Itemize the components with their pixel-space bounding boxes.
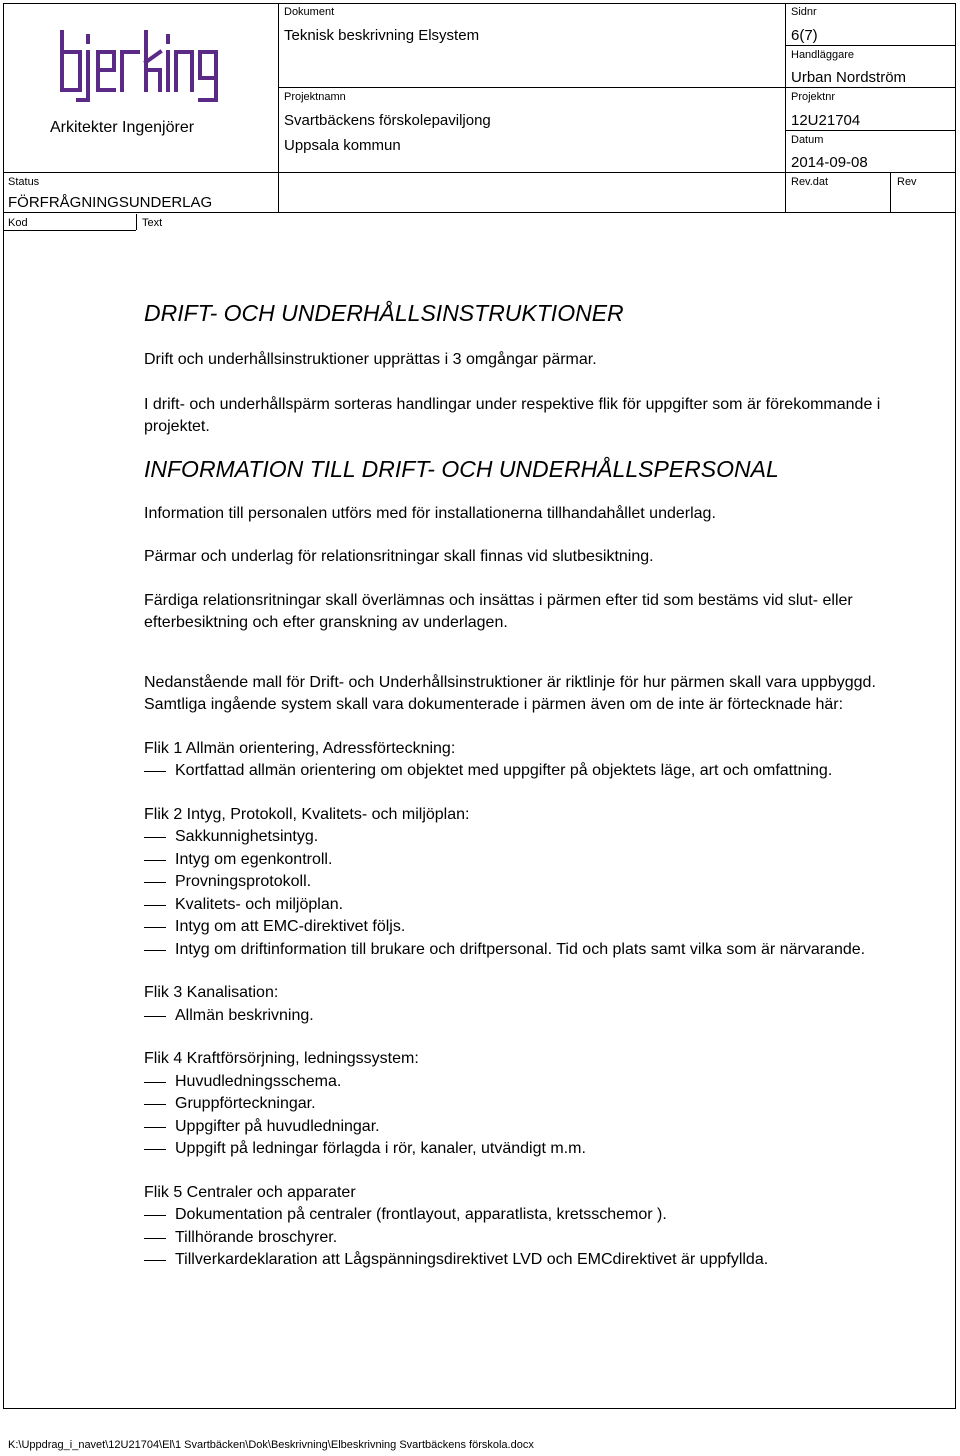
paragraph-6: Nedanstående mall för Drift- och Underhållsinstruktioner är riktlinje för hur pärmen skall vara uppbyggd. Samtliga ingående system skall vara dokumenterade i pärmen även om de inte är förtecknade här: <box>144 673 876 713</box>
heading-drift-underhall: DRIFT- OCH UNDERHÅLLSINSTRUKTIONER <box>144 300 624 326</box>
document-body <box>144 298 914 1272</box>
dash-bullet <box>144 826 175 849</box>
list-item: Gruppförteckningar. <box>144 1093 914 1116</box>
status-value: FÖRFRÅGNINGSUNDERLAG <box>8 194 213 211</box>
text-label: Text <box>142 217 163 229</box>
header-line-kod <box>3 212 956 213</box>
projektnr-label: Projektnr <box>791 91 836 103</box>
logo-caption: Arkitekter Ingenjörer <box>50 119 195 136</box>
projektnr-value: 12U21704 <box>791 112 861 129</box>
flik2-title: Flik 2 Intyg, Protokoll, Kvalitets- och miljöplan: <box>144 805 470 823</box>
list-item: Dokumentation på centraler (frontlayout, apparatlista, kretsschemor ). <box>144 1204 914 1227</box>
dash-bullet <box>144 1138 175 1161</box>
list-item: Tillverkardeklaration att Lågspänningsdirektivet LVD och EMCdirektivet är uppfyllda. <box>144 1249 914 1272</box>
paragraph-1: Drift och underhållsinstruktioner upprättas i 3 omgångar pärmar. <box>144 351 597 368</box>
list-item: Allmän beskrivning. <box>144 1005 914 1028</box>
dash-bullet <box>144 1249 175 1272</box>
dash-bullet <box>144 871 175 894</box>
paragraph-4: Pärmar och underlag för relationsritningar skall finnas vid slutbesiktning. <box>144 548 654 565</box>
revdat-label: Rev.dat <box>791 176 829 188</box>
dash-bullet <box>144 916 175 939</box>
header-top-line <box>3 3 956 4</box>
header-divider-left <box>278 3 279 212</box>
sidnr-label: Sidnr <box>791 6 817 18</box>
datum-value: 2014-09-08 <box>791 154 868 171</box>
projektnamn-value-1: Svartbäckens förskolepaviljong <box>284 112 491 129</box>
dokument-value: Teknisk beskrivning Elsystem <box>284 27 480 44</box>
list-item: Tillhörande broschyrer. <box>144 1227 914 1250</box>
dash-bullet <box>144 1204 175 1227</box>
list-item: Intyg om driftinformation till brukare och driftpersonal. Tid och plats samt vilka som är närvarande. <box>144 939 914 962</box>
dash-bullet <box>144 939 175 962</box>
heading-information: INFORMATION TILL DRIFT- OCH UNDERHÅLLSPERSONAL <box>144 455 779 482</box>
flik3-title: Flik 3 Kanalisation: <box>144 984 279 1001</box>
list-item: Intyg om att EMC-direktivet följs. <box>144 916 914 939</box>
header-line-handlaggare <box>785 45 956 46</box>
paragraph-5: Färdiga relationsritningar skall överlämnas och insättas i pärmen efter tid som bestäms vid slut- eller efterbesiktning och efter granskning av underlagen. <box>144 591 853 631</box>
dash-bullet <box>144 1116 175 1139</box>
list-item: Provningsprotokoll. <box>144 871 914 894</box>
dash-bullet <box>144 1093 175 1116</box>
list-item: Kvalitets- och miljöplan. <box>144 894 914 917</box>
paragraph-3: Information till personalen utförs med för installationerna tillhandahållet underlag. <box>144 504 716 522</box>
list-item: Huvudledningsschema. <box>144 1071 914 1094</box>
list-item: Kortfattad allmän orientering om objektet med uppgifter på objektets läge, art och omfattning. <box>144 760 914 783</box>
projektnamn-value-2: Uppsala kommun <box>284 137 401 154</box>
dash-bullet <box>144 1005 175 1028</box>
sidnr-value: 6(7) <box>791 27 818 44</box>
flik5-title: Flik 5 Centraler och apparater <box>144 1183 356 1201</box>
list-item: Uppgifter på huvudledningar. <box>144 1116 914 1139</box>
rev-label: Rev <box>897 176 917 188</box>
dash-bullet <box>144 1071 175 1094</box>
dash-bullet <box>144 894 175 917</box>
header-line-kod-bottom <box>3 230 136 231</box>
datum-label: Datum <box>791 134 824 146</box>
header-line-projektnamn <box>278 87 956 88</box>
list-item: Uppgift på ledningar förlagda i rör, kanaler, utvändigt m.m. <box>144 1138 914 1161</box>
flik1-title: Flik 1 Allmän orientering, Adressförteckning: <box>144 739 456 757</box>
dash-bullet <box>144 760 175 783</box>
handlaggare-value: Urban Nordström <box>791 69 907 86</box>
handlaggare-label: Handläggare <box>791 49 854 61</box>
kod-label: Kod <box>8 217 28 229</box>
projektnamn-label: Projektnamn <box>284 91 346 103</box>
status-label: Status <box>8 176 40 188</box>
dash-bullet <box>144 1227 175 1250</box>
dash-bullet <box>144 849 175 872</box>
dokument-label: Dokument <box>284 6 335 18</box>
list-item: Sakkunnighetsintyg. <box>144 826 914 849</box>
list-item: Intyg om egenkontroll. <box>144 849 914 872</box>
header-divider-rev <box>890 172 891 212</box>
footer-file-path: K:\Uppdrag_i_navet\12U21704\El\1 Svartbäcken\Dok\Beskrivning\Elbeskrivning Svartbäckens förskola.docx <box>8 1439 534 1451</box>
header-divider-right <box>785 3 786 212</box>
paragraph-2: I drift- och underhållspärm sorteras handlingar under respektive flik för uppgifter som är förekommande i projektet. <box>144 395 881 435</box>
flik4-title: Flik 4 Kraftförsörjning, ledningssystem: <box>144 1050 419 1067</box>
header-divider-kod-text <box>136 214 137 230</box>
header-line-datum <box>785 130 956 131</box>
header-line-status <box>3 172 956 173</box>
